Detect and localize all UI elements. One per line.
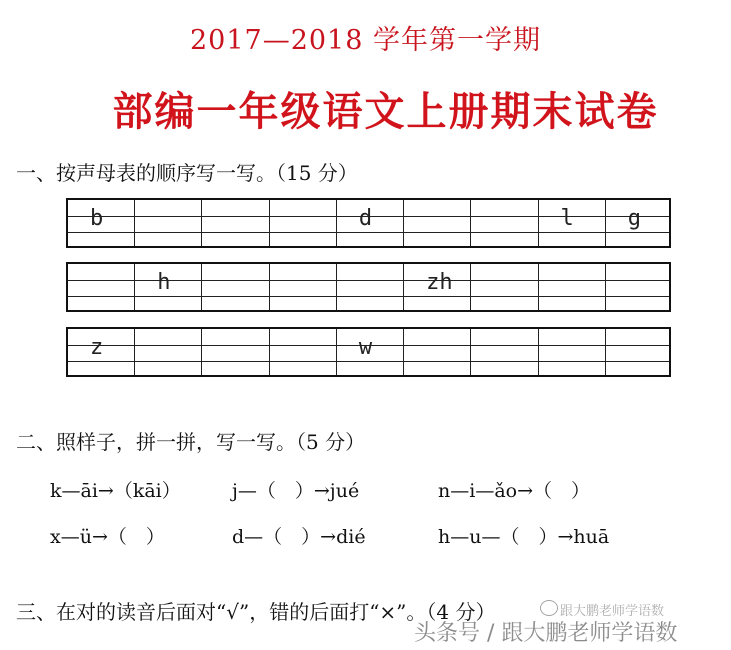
grid-cell-letter: h bbox=[157, 270, 171, 295]
writing-grid-row-1 bbox=[66, 198, 671, 248]
term-heading: 2017—2018 学年第一学期 bbox=[189, 25, 541, 56]
grid-cell-divider bbox=[605, 200, 606, 246]
grid-cell-divider bbox=[538, 200, 539, 246]
grid-cell-divider bbox=[269, 329, 270, 375]
grid-cell-divider bbox=[201, 264, 202, 310]
example-1-2: j—（ ）→jué bbox=[232, 480, 360, 502]
grid-cell-divider bbox=[403, 329, 404, 375]
grid-cell-letter: w bbox=[358, 335, 373, 360]
section3-heading: 三、在对的读音后面对“√”，错的后面打“×”。（4 分） bbox=[16, 600, 496, 624]
toutiao-logo-icon bbox=[540, 600, 558, 616]
grid-cell-divider bbox=[201, 329, 202, 375]
grid-cell-divider bbox=[134, 264, 135, 310]
grid-cell-letter: l bbox=[560, 206, 574, 231]
grid-cell-divider bbox=[470, 329, 471, 375]
grid-cell-divider bbox=[538, 264, 539, 310]
grid-cell-divider bbox=[538, 329, 539, 375]
grid-cell-divider bbox=[470, 264, 471, 310]
writing-grid-row-3 bbox=[66, 327, 671, 377]
example-2-3: h—u—（ ）→huā bbox=[438, 526, 610, 548]
grid-cell-divider bbox=[605, 264, 606, 310]
grid-cell-divider bbox=[605, 329, 606, 375]
grid-cell-divider bbox=[269, 200, 270, 246]
watermark-small-text: 跟大鹏老师学语数 bbox=[560, 604, 665, 619]
grid-cell-letter: b bbox=[90, 206, 104, 231]
grid-guide-line bbox=[68, 296, 669, 297]
grid-cell-divider bbox=[403, 200, 404, 246]
grid-cell-divider bbox=[336, 329, 337, 375]
grid-cell-letter: d bbox=[358, 206, 373, 231]
example-1-3: n—i—ǎo→（ ） bbox=[438, 480, 591, 502]
grid-cell-divider bbox=[470, 200, 471, 246]
example-2-2: d—（ ）→dié bbox=[232, 526, 366, 548]
grid-cell-divider bbox=[336, 264, 337, 310]
grid-cell-divider bbox=[201, 200, 202, 246]
grid-cell-divider bbox=[269, 264, 270, 310]
section2-heading: 二、照样子，拼一拼，写一写。（5 分） bbox=[16, 430, 366, 454]
grid-guide-line bbox=[68, 232, 669, 233]
grid-cell-divider bbox=[134, 329, 135, 375]
grid-cell-divider bbox=[134, 200, 135, 246]
example-2-1: x—ü→（ ） bbox=[50, 526, 165, 548]
grid-cell-letter: z bbox=[90, 335, 104, 360]
grid-cell-letter: g bbox=[627, 206, 642, 231]
watermark-text: 头条号 / 跟大鹏老师学语数 bbox=[414, 621, 678, 646]
example-1-1: k—āi→（kāi） bbox=[50, 480, 181, 502]
writing-grid-row-2 bbox=[66, 262, 671, 312]
grid-cell-divider bbox=[336, 200, 337, 246]
grid-guide-line bbox=[68, 361, 669, 362]
section1-heading: 一、按声母表的顺序写一写。（15 分） bbox=[16, 161, 358, 185]
grid-cell-divider bbox=[403, 264, 404, 310]
exam-title: 部编一年级语文上册期末试卷 bbox=[112, 88, 659, 135]
grid-cell-letter: zh bbox=[426, 270, 453, 295]
